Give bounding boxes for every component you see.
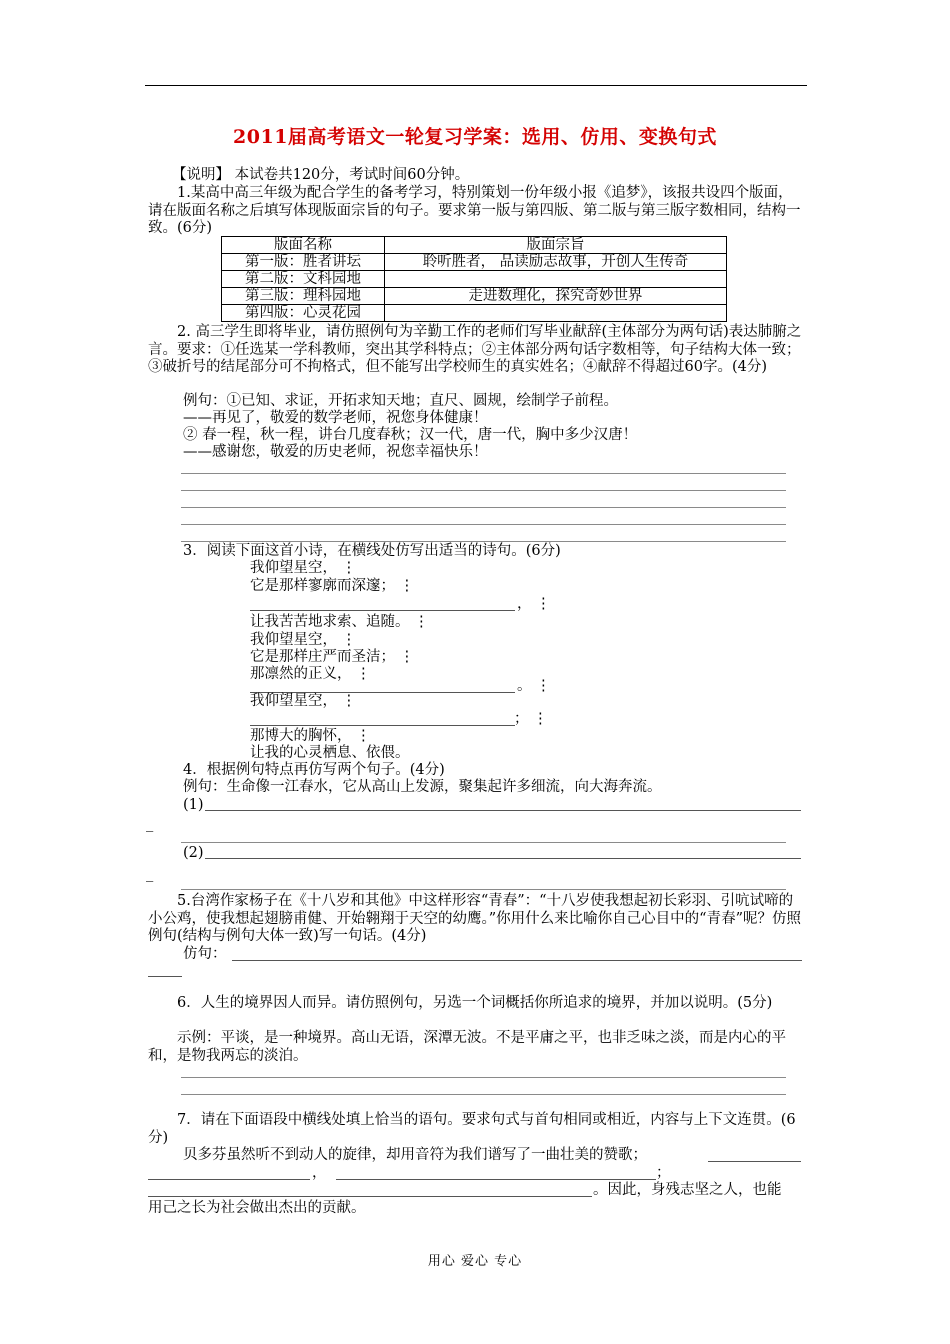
answer-line[interactable] — [181, 524, 786, 525]
table-cell: 走进数理化，探究奇妙世界 — [385, 288, 727, 305]
poem-line: 它是那样庄严而圣洁； ⋮ — [250, 649, 415, 665]
table-row — [222, 288, 727, 305]
question-5-text: 5.台湾作家杨子在《十八岁和其他》中这样形容“青春”：“十八岁使我想起初长彩羽、引吭试啼的小公鸡，使我想起翅膀甫健、开始翱翔于天空的幼鹰。”你用什么来比喻你自己心目中的“青春”呢？仿照例句(结构与例句大体一致)写一句话。(4分) — [148, 893, 801, 944]
question-3-text: 3．阅读下面这首小诗，在横线处仿写出适当的诗句。(6分) — [183, 543, 561, 559]
table-cell: 第四版：心灵花园 — [222, 305, 385, 322]
page-footer: 用心 爱心 专心 — [427, 1254, 523, 1269]
table-cell: 第二版：文科园地 — [222, 271, 385, 288]
dash-mark: _ — [146, 866, 154, 882]
poem-line: 让我苦苦地求索、追随。 ⋮ — [250, 614, 429, 630]
poem-blank[interactable] — [250, 725, 515, 726]
question-2-text: 2. 高三学生即将毕业，请仿照例句为辛勤工作的老师们写毕业献辞(主体部分为两句话)表达肺腑之言。要求：①任选某一学科教师，突出其学科特点；②主体部分两句话字数相等，句子结构大体一致；③破折号的结尾部分可不拘格式，但不能写出学校师生的真实姓名；④献辞不得超过60字。(4分) — [148, 324, 802, 375]
table-cell: 第一版：胜者讲坛 — [222, 254, 385, 271]
table-cell: 第三版：理科园地 — [222, 288, 385, 305]
poem-line: 那博大的胸怀， ⋮ — [250, 728, 371, 744]
answer-line[interactable] — [181, 1094, 786, 1095]
page-title: 2011届高考语文一轮复习学案：选用、仿用、变换句式 — [233, 126, 717, 148]
passage-punct: ； — [656, 1165, 671, 1181]
table-header-row — [222, 237, 727, 254]
example-line: 例句：①已知、求证，开拓求知天地；直尺、圆规，绘制学子前程。 — [183, 393, 618, 409]
answer-line[interactable] — [181, 490, 786, 491]
table-cell: 聆听胜者， 品读励志故事，开创人生传奇 — [385, 254, 727, 271]
passage-line: 贝多芬虽然听不到动人的旋律，却用音符为我们谱写了一曲壮美的赞歌； — [183, 1147, 647, 1163]
answer-line[interactable] — [181, 1077, 786, 1078]
table-header-cell: 版面宗旨 — [385, 237, 727, 254]
answer-line[interactable] — [205, 858, 801, 859]
fill-label: 仿句： — [183, 946, 227, 962]
poem-line: 我仰望星空， ⋮ — [250, 632, 357, 648]
poem-line-end: 。 ⋮ — [517, 678, 551, 694]
question-7-text: 7．请在下面语段中横线处填上恰当的语句。要求句式与首句相同或相近，内容与上下文连贯。(6分) — [148, 1112, 796, 1146]
poem-line: 那凛然的正义， ⋮ — [250, 666, 371, 682]
poem-line-end: ， ⋮ — [517, 596, 551, 612]
poem-line: 我仰望星空， ⋮ — [250, 693, 357, 709]
example-line: ——感谢您，敬爱的历史老师，祝您幸福快乐！ — [183, 444, 488, 460]
table-row — [222, 271, 727, 288]
answer-line[interactable] — [148, 976, 182, 977]
question-1-text: 1.某高中高三年级为配合学生的备考学习，特别策划一份年级小报《追梦》，该报共设四个版面，请在版面名称之后填写体现版面宗旨的句子。要求第一版与第四版、第二版与第三版字数相同，结构一致。(6分) — [148, 185, 801, 236]
answer-line[interactable] — [181, 541, 786, 542]
example-line: 示例：平谈，是一种境界。高山无语，深潭无波。不是平庸之平，也非乏味之淡，而是内心的平和，是物我两忘的淡泊。 — [148, 1030, 786, 1064]
table-row — [222, 254, 727, 271]
table-cell-blank[interactable] — [385, 305, 727, 322]
answer-line[interactable] — [181, 507, 786, 508]
header-rule — [145, 85, 807, 86]
answer-line[interactable] — [205, 810, 801, 811]
item-label: (2) — [183, 845, 204, 861]
example-line: ——再见了，敬爱的数学老师，祝您身体健康！ — [183, 410, 488, 426]
passage-line: 。因此，身残志坚之人，也能 — [593, 1182, 782, 1198]
answer-line[interactable] — [181, 889, 786, 890]
passage-blank[interactable] — [336, 1179, 656, 1180]
layout-table — [221, 236, 727, 322]
answer-line[interactable] — [232, 960, 802, 961]
intro-note: 【说明】 本试卷共120分，考试时间60分钟。 — [172, 167, 470, 183]
passage-blank[interactable] — [148, 1179, 310, 1180]
table-cell-blank[interactable] — [385, 271, 727, 288]
passage-punct: ， — [312, 1165, 327, 1181]
table-row — [222, 305, 727, 322]
passage-blank[interactable] — [148, 1196, 592, 1197]
poem-line: 它是那样寥廓而深邃； ⋮ — [250, 578, 415, 594]
table-header-cell: 版面名称 — [222, 237, 385, 254]
question-6-text: 6．人生的境界因人而异。请仿照例句，另选一个词概括你所追求的境界，并加以说明。(5分) — [177, 995, 773, 1011]
poem-line-end: ； ⋮ — [514, 711, 548, 727]
passage-line: 用己之长为社会做出杰出的贡献。 — [148, 1200, 366, 1216]
example-line: ② 春一程，秋一程，讲台几度春秋；汉一代，唐一代，胸中多少汉唐！ — [183, 427, 638, 443]
answer-line[interactable] — [181, 842, 786, 843]
poem-line: 让我的心灵栖息、依偎。 — [250, 745, 410, 761]
poem-blank[interactable] — [250, 610, 515, 611]
passage-blank[interactable] — [708, 1161, 801, 1162]
item-label: (1) — [183, 797, 204, 813]
question-4-text: 4．根据例句特点再仿写两个句子。(4分) — [183, 762, 445, 778]
poem-line: 我仰望星空， ⋮ — [250, 560, 357, 576]
answer-line[interactable] — [181, 473, 786, 474]
dash-mark: _ — [146, 816, 154, 832]
example-line: 例句：生命像一江春水，它从高山上发源，聚集起许多细流，向大海奔流。 — [183, 779, 662, 795]
